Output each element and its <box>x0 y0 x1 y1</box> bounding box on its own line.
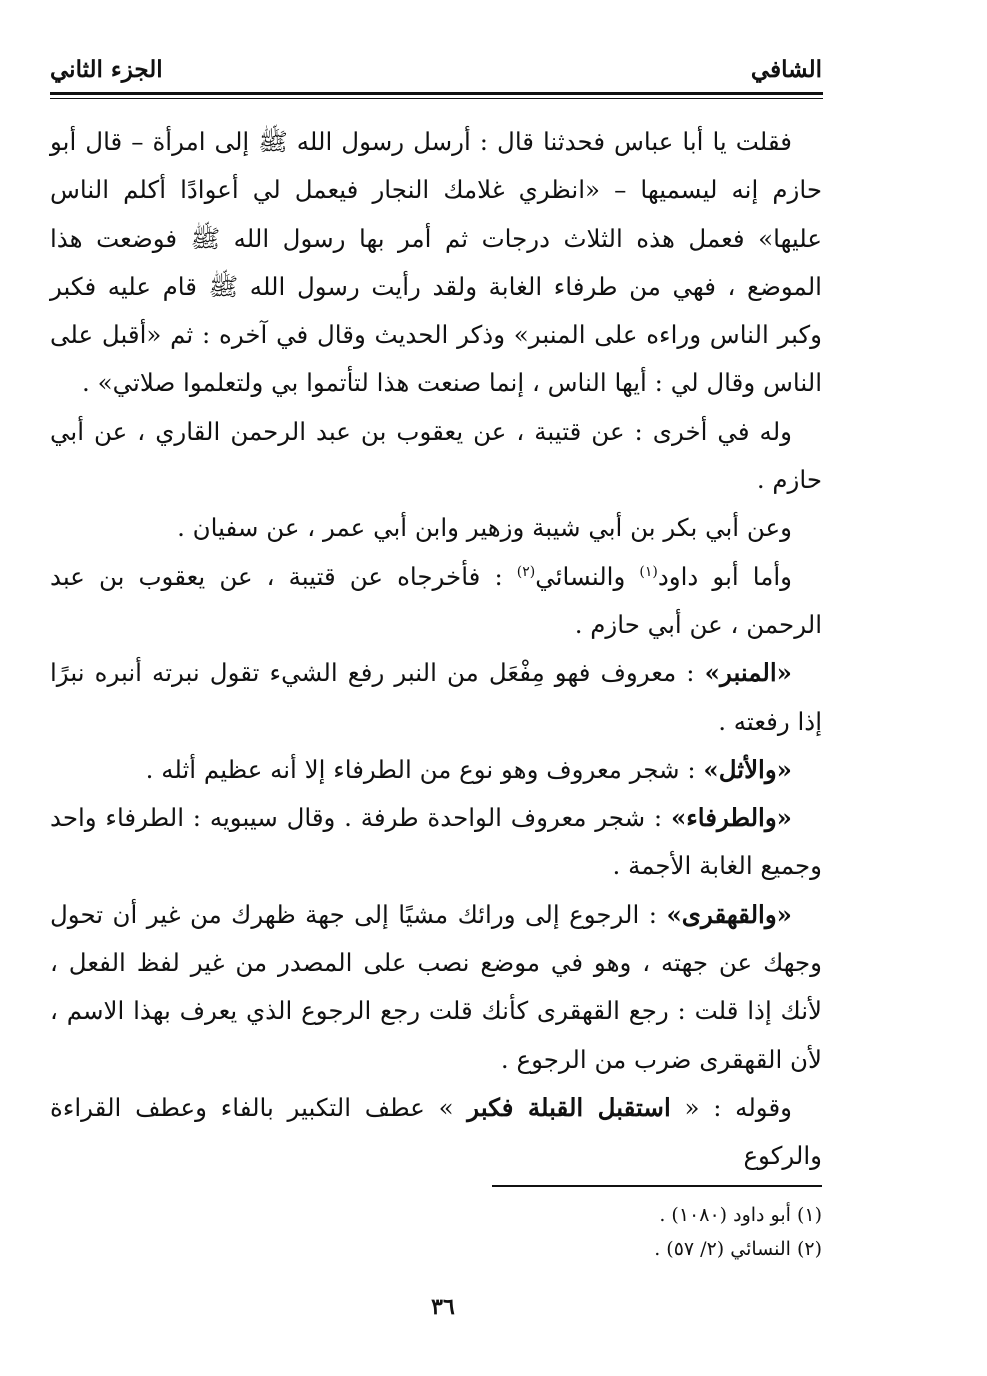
text-segment: والنسائي <box>535 561 640 591</box>
paragraph <box>50 553 822 650</box>
text-segment: : فأخرجاه عن قتيبة ، عن يعقوب بن عبد الرحمن ، عن أبي حازم . <box>50 561 822 639</box>
text-segment: : شجر معروف وهو نوع من الطرفاء إلا أنه عظيم أثله . <box>145 754 704 784</box>
paragraph <box>50 504 822 552</box>
footnote-separator <box>492 1185 822 1187</box>
header-rule-thick <box>50 92 823 95</box>
text-segment: : شجر معروف الواحدة طرفة . وقال سيبويه : الطرفاء واحد وجميع الغابة الأجمة . <box>50 803 822 881</box>
footnote: (١) أبو داود (١٠٨٠) . <box>659 1204 822 1226</box>
defined-term: «والقهقرى» <box>666 899 792 929</box>
header-rule-thin <box>50 98 823 99</box>
text-segment: : معروف فهو مِفْعَل من النبر رفع الشيء تقول نبرته أنبره نبرًا إذا رفعته . <box>50 658 822 736</box>
paragraph <box>50 1084 822 1181</box>
page-number: ٣٦ <box>431 1294 455 1320</box>
defined-term: «والطرفاء» <box>670 803 792 833</box>
book-title: الشافي <box>750 56 822 83</box>
paragraph <box>50 649 822 746</box>
part-title: الجزء الثاني <box>50 56 163 83</box>
text-segment: وأما أبو داود <box>657 561 792 591</box>
quoted-phrase: استقبل القبلة فكبر <box>467 1092 671 1122</box>
footnote-ref: (١) <box>639 563 658 580</box>
footnotes <box>50 1198 822 1266</box>
paragraph <box>50 118 822 408</box>
page-header <box>50 52 822 92</box>
text-segment: وعن أبي بكر بن أبي شيبة وزهير وابن أبي عمر ، عن سفيان . <box>177 513 792 543</box>
body-text <box>50 118 822 1181</box>
defined-term: «والأثل» <box>703 754 792 784</box>
defined-term: «المنبر» <box>704 658 792 688</box>
text-segment: وقوله : « <box>670 1092 792 1122</box>
footnote-ref: (٢) <box>516 563 536 580</box>
text-segment: وله في أخرى : عن قتيبة ، عن يعقوب بن عبد الرحمن القاري ، عن أبي حازم . <box>50 416 822 495</box>
text-segment: » عطف التكبير بالفاء وعطف القراءة والركوع <box>50 1092 822 1171</box>
paragraph <box>50 746 822 794</box>
text-segment: : الرجوع إلى ورائك مشيًا إلى جهة ظهرك من غير أن تحول وجهك عن جهته ، وهو في موضع نصب على المصدر من غير لفظ الفعل ، لأنك إذا قلت : رجع القهقرى كأنك قلت رجع الرجوع الذي يعرف بهذا الاسم ، لأن القهقرى ضرب من الرجوع . <box>50 899 822 1074</box>
text-segment: فقلت يا أبا عباس فحدثنا قال : أرسل رسول الله ﷺ إلى امرأة – قال أبو حازم إنه ليسميها – «انظري غلامك النجار فيعمل لي أعوادًا أكلم الناس عليها» فعمل هذه الثلاث درجات ثم أمر بها رسول الله ﷺ فوضعت هذا الموضع ، فهي من طرفاء الغابة ولقد رأيت رسول الله ﷺ قام عليه فكبر وكبر الناس وراءه على المنبر» وذكر الحديث وقال في آخره : ثم «أقبل على الناس وقال لي : أيها الناس ، إنما صنعت هذا لتأتموا بي ولتعلموا صلاتي» . <box>50 127 822 398</box>
footnote: (٢) النسائي (٢/ ٥٧) . <box>654 1238 822 1260</box>
paragraph <box>50 891 822 1084</box>
paragraph <box>50 794 822 891</box>
paragraph <box>50 408 822 505</box>
